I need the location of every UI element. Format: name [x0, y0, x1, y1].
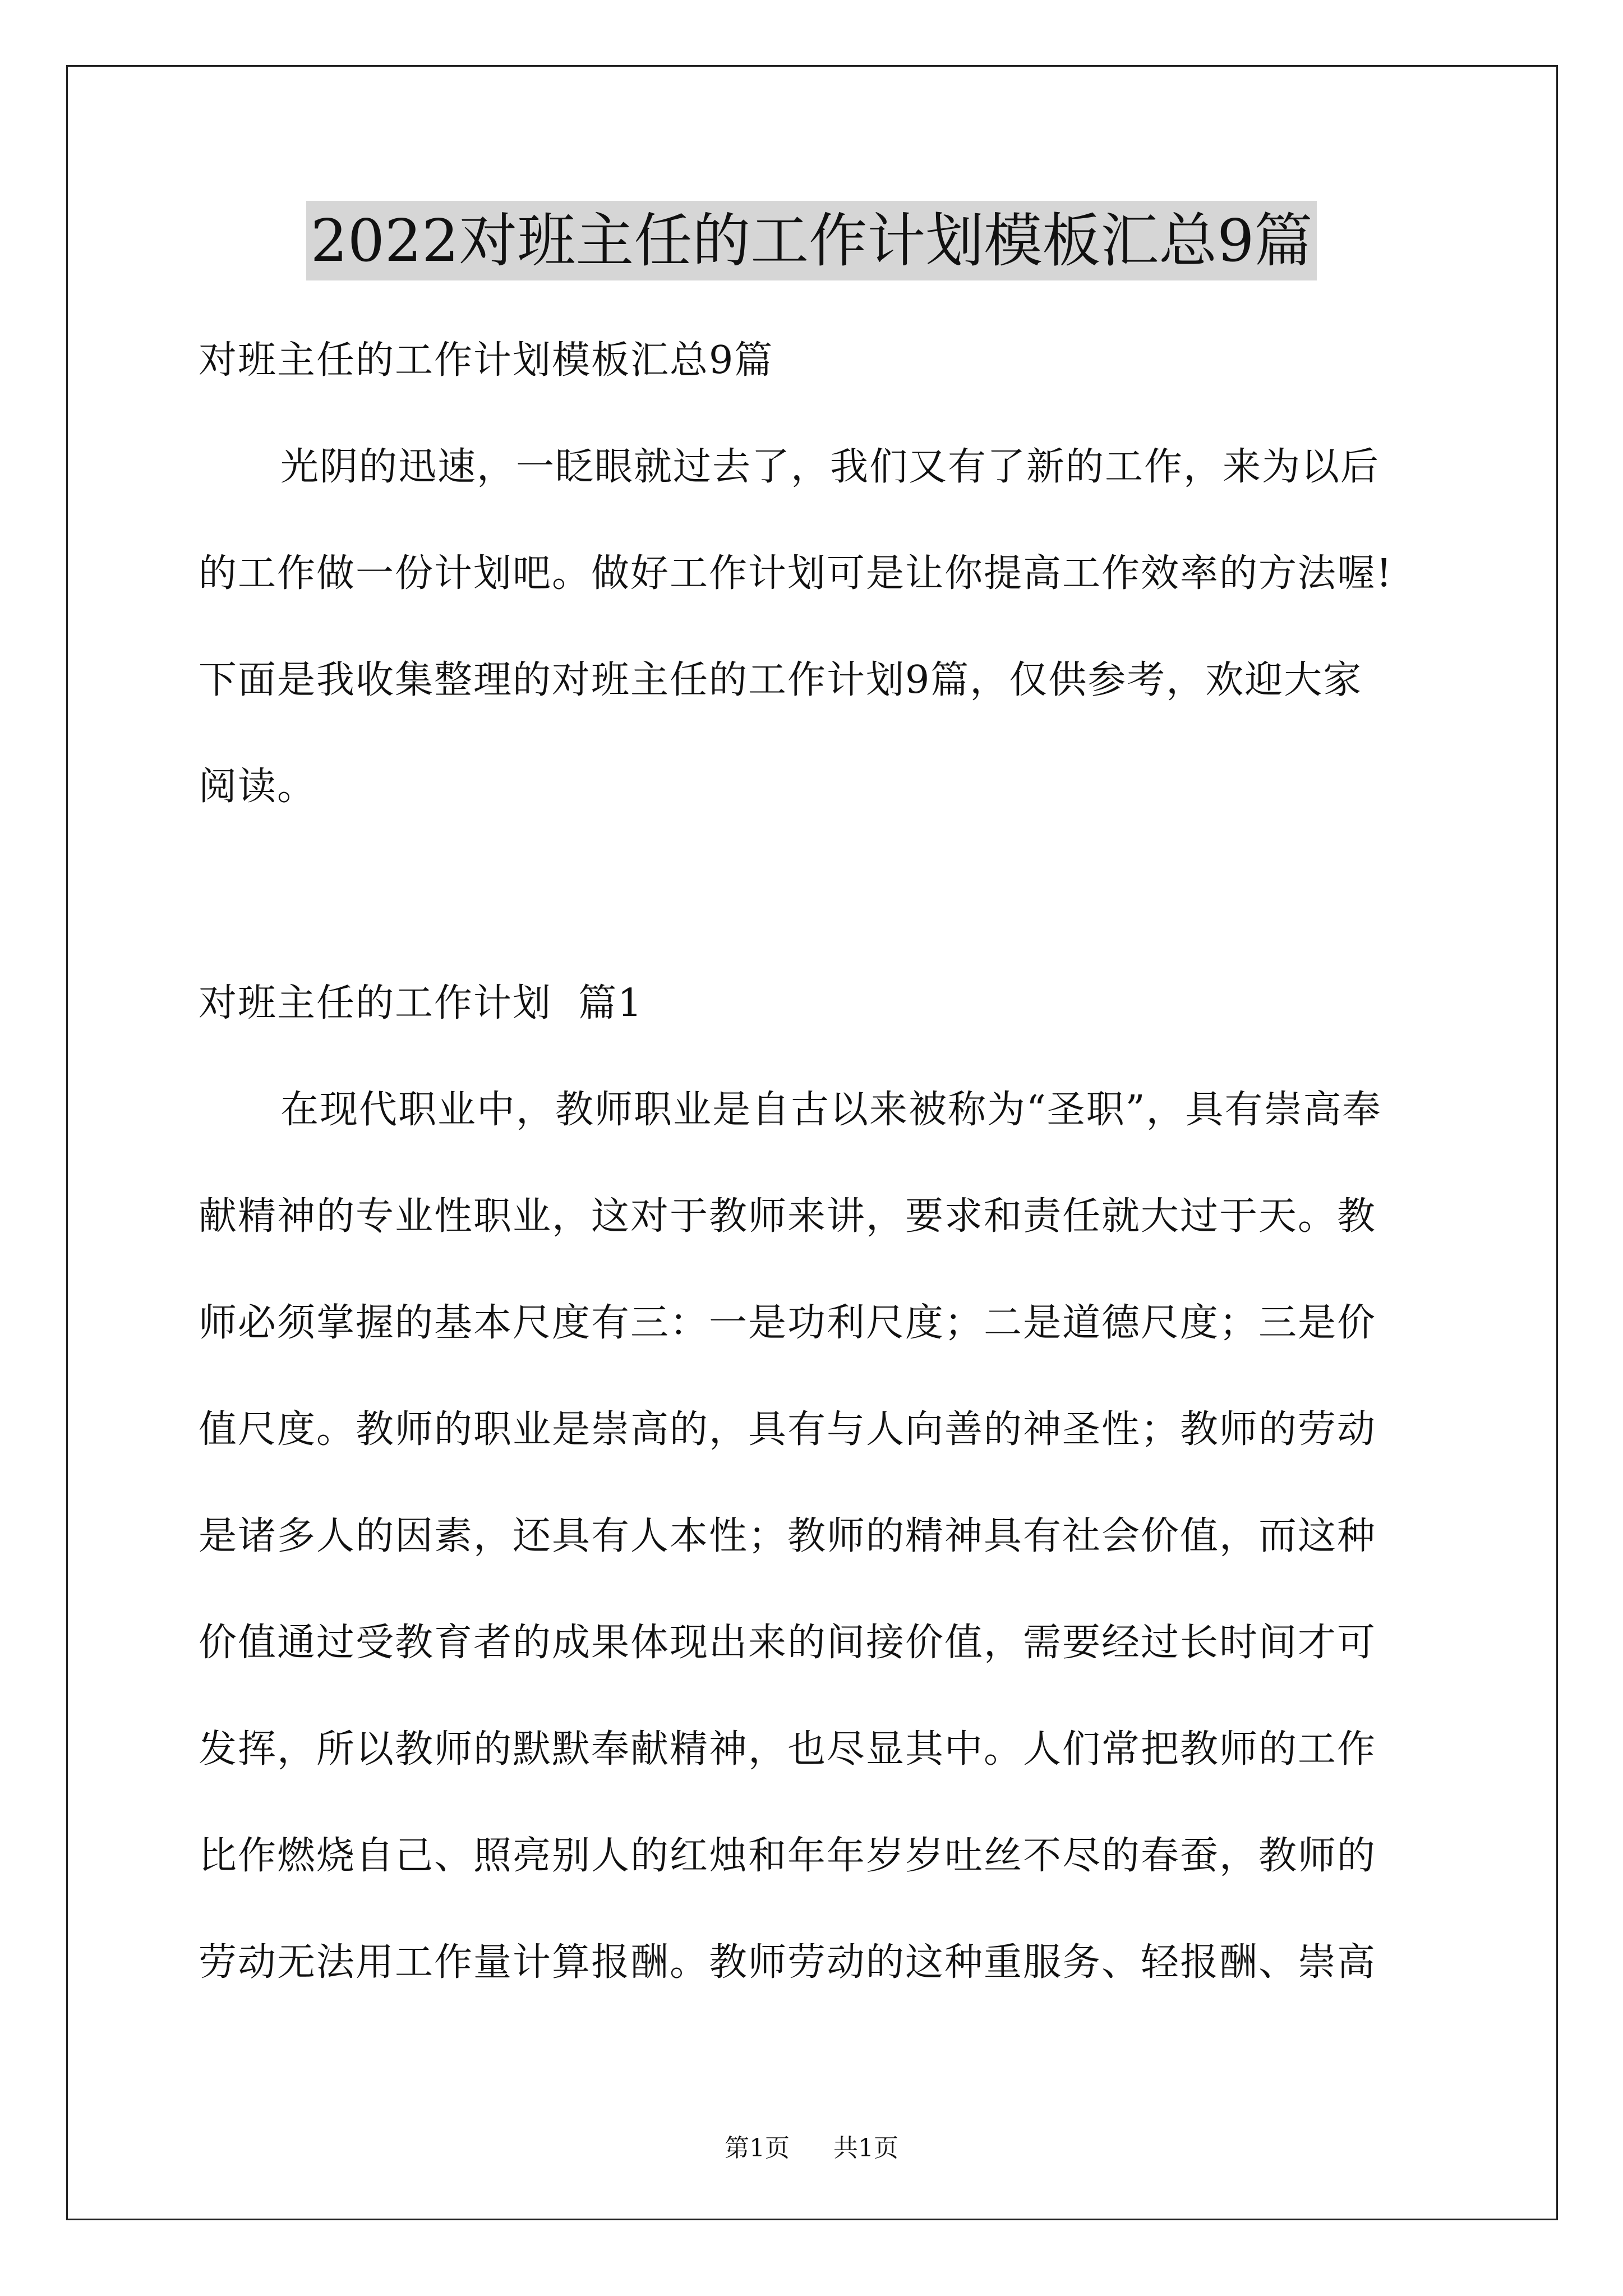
paragraph-gap [199, 840, 1432, 950]
page-number: 第1页 [725, 2134, 790, 2162]
body-line: 价值通过受教育者的成果体现出来的间接价值，需要经过长时间才可 [199, 1621, 1377, 1665]
page-footer [0, 2132, 1623, 2165]
intro-line: 光阴的迅速，一眨眼就过去了，我们又有了新的工作，来为以后 [280, 445, 1380, 489]
body-line: 在现代职业中，教师职业是自古以来被称为“圣职”，具有崇高奉 [280, 1088, 1382, 1132]
section-heading: 对班主任的工作计划 篇1 [199, 981, 643, 1025]
document-body [199, 307, 1432, 2016]
body-line: 劳动无法用工作量计算报酬。教师劳动的这种重服务、轻报酬、崇高 [199, 1940, 1377, 1985]
title-container [0, 201, 1623, 280]
document-title: 2022对班主任的工作计划模板汇总9篇 [306, 201, 1317, 280]
body-line: 比作燃烧自己、照亮别人的红烛和年年岁岁吐丝不尽的春蚕，教师的 [199, 1834, 1377, 1878]
intro-line: 的工作做一份计划吧。做好工作计划可是让你提高工作效率的方法喔! [199, 551, 1393, 596]
intro-line: 阅读。 [199, 765, 317, 809]
body-line: 是诸多人的因素，还具有人本性；教师的精神具有社会价值，而这种 [199, 1514, 1377, 1558]
body-line: 发挥，所以教师的默默奉献精神，也尽显其中。人们常把教师的工作 [199, 1727, 1377, 1772]
body-line: 献精神的专业性职业，这对于教师来讲，要求和责任就大过于天。教 [199, 1194, 1377, 1239]
body-line: 师必须掌握的基本尺度有三：一是功利尺度；二是道德尺度；三是价 [199, 1301, 1377, 1345]
page-total: 共1页 [833, 2134, 898, 2162]
body-line: 值尺度。教师的职业是崇高的，具有与人向善的神圣性；教师的劳动 [199, 1407, 1377, 1452]
subtitle: 对班主任的工作计划模板汇总9篇 [199, 338, 774, 383]
intro-line: 下面是我收集整理的对班主任的工作计划9篇，仅供参考，欢迎大家 [199, 658, 1363, 702]
